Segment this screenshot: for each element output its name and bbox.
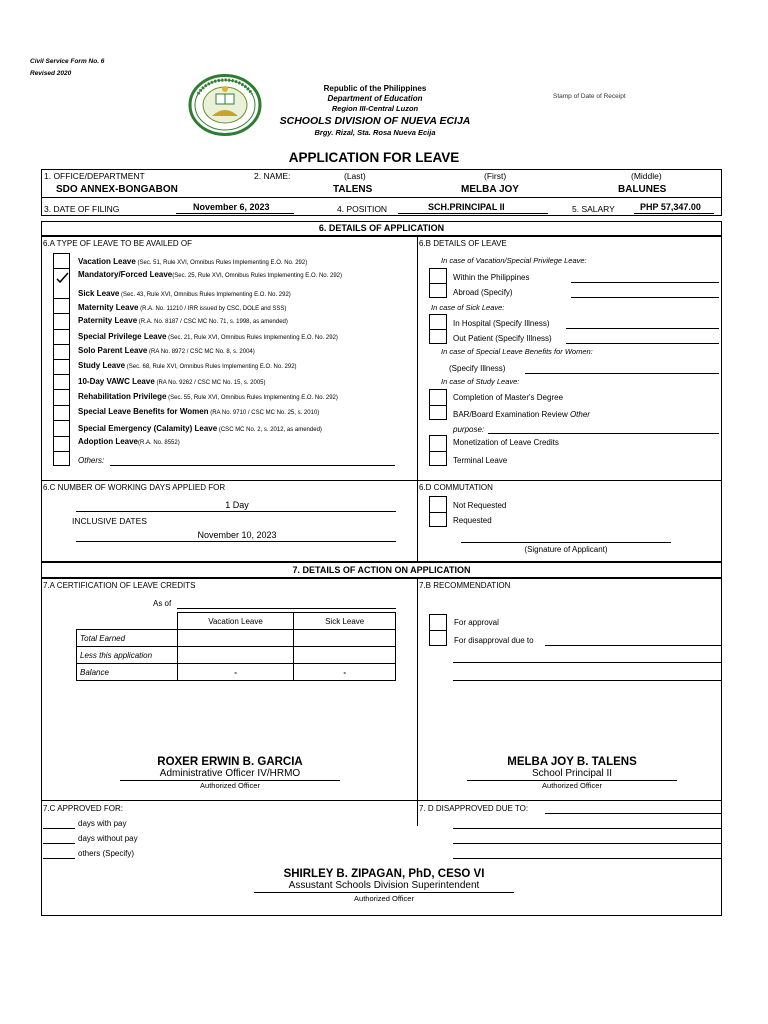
study-case-label: In case of Study Leave: [441,377,520,386]
middle-name-label: (Middle) [631,171,662,181]
commutation-label: 6.D COMMUTATION [419,483,493,492]
terminal-leave-label: Terminal Leave [453,456,508,465]
leave-option: Special Leave Benefits for Women (RA No. 9710 / CSC MC No. 25, s. 2010) [78,407,320,416]
sick-leave-header: Sick Leave [294,613,396,630]
hrmo-role: Authorized Officer [200,781,260,790]
working-days-label: 6.C NUMBER OF WORKING DAYS APPLIED FOR [43,483,226,492]
filing-date-label: 3. DATE OF FILING [44,204,120,214]
office-label: 1. OFFICE/DEPARTMENT [44,171,145,181]
balance-label: Balance [77,664,178,681]
mandatory-leave-checkbox[interactable] [53,268,70,284]
salary-label: 5. SALARY [572,204,615,214]
address-label: Brgy. Rizal, Sta. Rosa Nueva Ecija [314,128,436,137]
leave-option: Rehabilitation Privilege (Sec. 55, Rule XVI, Omnibus Rules Implementing E.O. No. 292) [78,392,338,401]
disapproved-reason-field[interactable] [545,813,721,814]
less-application-label: Less this application [77,647,178,664]
leave-option: Special Emergency (Calamity) Leave (CSC MC No. 2, s. 2012, as amended) [78,424,322,433]
others-specify-field[interactable] [43,858,75,859]
for-approval-label: For approval [454,618,499,627]
republic-label: Republic of the Philippines [323,84,427,93]
disapproval-reason-field[interactable] [545,645,721,646]
others-field[interactable] [110,465,395,466]
others-label: Others: [78,456,105,465]
vacation-leave-header: Vacation Leave [177,613,294,630]
form-number: Civil Service Form No. 6 [30,58,105,65]
balance-vacation: - [177,664,294,681]
disapproval-reason-line-2[interactable] [453,662,721,663]
total-earned-sick[interactable] [294,630,396,647]
board-review-label: BAR/Board Examination Review Other [453,410,590,419]
days-with-pay-field[interactable] [43,828,75,829]
stamp-label: Stamp of Date of Receipt [553,93,626,100]
purpose-label: purpose: [453,425,485,434]
position-label: 4. POSITION [337,204,388,214]
department-label: Department of Education [327,94,423,103]
inclusive-dates-value: November 10, 2023 [197,530,277,540]
section6-title: 6. DETAILS OF APPLICATION [318,223,445,233]
first-name-label: (First) [484,171,507,181]
disapproved-reason-line-2[interactable] [453,828,721,829]
principal-role: Authorized Officer [542,781,602,790]
form-revision: Revised 2020 [30,70,72,77]
last-name-label: (Last) [344,171,366,181]
leave-option: Special Privilege Leave (Sec. 21, Rule XVI, Omnibus Rules Implementing E.O. No. 292) [78,332,338,341]
salary-value: PHP 57,347.00 [640,202,701,212]
name-label: 2. NAME: [254,171,291,181]
total-earned-label: Total Earned [77,630,178,647]
recommendation-label: 7.B RECOMMENDATION [419,581,511,590]
outpatient-illness-field[interactable] [566,343,719,344]
leave-type-label: 6.A TYPE OF LEAVE TO BE AVAILED OF [43,239,192,248]
disapproved-reason-line-4[interactable] [453,858,721,859]
vacation-leave-checkbox[interactable] [53,253,70,269]
applicant-signature-line[interactable] [461,542,671,543]
masters-label: Completion of Master's Degree [453,393,564,402]
leave-option: Paternity Leave (R.A. No. 8187 / CSC MC No. 71, s. 1998, as amended) [78,316,288,325]
superintendent-role: Authorized Officer [354,894,414,903]
division-label: SCHOOLS DIVISION OF NUEVA ECIJA [279,115,471,127]
purpose-field[interactable] [488,433,719,434]
within-specify-field[interactable] [571,282,719,283]
leave-option: Study Leave (Sec. 68, Rule XVI, Omnibus Rules Implementing E.O. No. 292) [78,361,297,370]
approved-for-label: 7.C APPROVED FOR: [43,804,124,813]
leave-option: 10-Day VAWC Leave (RA No. 9262 / CSC MC No. 15, s. 2005) [78,377,266,386]
hrmo-name: ROXER ERWIN B. GARCIA [157,756,303,768]
region-label: Region III-Central Luzon [331,104,419,113]
hospital-illness-field[interactable] [566,328,719,329]
specify-illness-label: (Specify Illness) [449,364,506,373]
out-patient-label: Out Patient (Specify Illness) [453,334,552,343]
for-disapproval-label: For disapproval due to [454,636,534,645]
leave-option: Mandatory/Forced Leave(Sec. 25, Rule XVI, Omnibus Rules Implementing E.O. No. 292) [78,270,342,279]
deped-seal-icon [188,74,262,136]
leave-credits-table [76,612,396,681]
disapproval-reason-line-3[interactable] [453,680,721,681]
others-specify-label: others (Specify) [78,849,135,858]
balance-sick: - [294,664,396,681]
principal-name: MELBA JOY B. TALENS [507,756,637,768]
office-value: SDO ANNEX-BONGABON [56,184,178,195]
principal-position: School Principal II [531,768,613,779]
leave-option: Maternity Leave (R.A. No. 11210 / IRR issued by CSC, DOLE and SSS) [78,303,287,312]
section7-title: 7. DETAILS OF ACTION ON APPLICATION [292,565,471,575]
details-leave-label: 6.B DETAILS OF LEAVE [419,239,507,248]
working-days-value: 1 Day [225,500,249,510]
women-illness-field[interactable] [525,373,719,374]
hrmo-position: Administrative Officer IV/HRMO [159,768,301,779]
in-hospital-label: In Hospital (Specify Illness) [453,319,550,328]
within-philippines-label: Within the Philippines [453,273,530,282]
monetization-label: Monetization of Leave Credits [453,438,559,447]
as-of-field[interactable] [177,608,396,609]
days-without-pay-field[interactable] [43,843,75,844]
disapproved-reason-line-3[interactable] [453,843,721,844]
days-without-pay-label: days without pay [78,834,138,843]
less-application-sick[interactable] [294,647,396,664]
superintendent-position: Assustant Schools Division Superintendent [288,880,480,891]
total-earned-vacation[interactable] [177,630,294,647]
sick-case-label: In case of Sick Leave: [431,303,505,312]
leave-option: Solo Parent Leave (RA No. 8972 / CSC MC No. 8, s. 2004) [78,346,255,355]
abroad-specify-field[interactable] [571,297,719,298]
leave-option: Sick Leave (Sec. 43, Rule XVI, Omnibus Rules Implementing E.O. No. 292) [78,289,291,298]
position-value: SCH.PRINCIPAL II [428,202,505,212]
leave-credits-label: 7.A CERTIFICATION OF LEAVE CREDITS [43,581,196,590]
leave-option: Vacation Leave (Sec. 51, Rule XVI, Omnibus Rules Implementing E.O. No. 292) [78,257,308,266]
last-name-value: TALENS [333,184,373,195]
filing-date-value: November 6, 2023 [193,202,270,212]
women-case-label: In case of Special Leave Benefits for Women: [441,347,593,356]
checkmark-icon [54,269,70,284]
vacation-case-label: In case of Vacation/Special Privilege Leave: [441,256,587,265]
disapproved-label: 7. D DISAPPROVED DUE TO: [419,804,529,813]
applicant-signature-label: (Signature of Applicant) [524,545,608,554]
middle-name-value: BALUNES [618,184,667,195]
days-with-pay-label: days with pay [78,819,127,828]
inclusive-dates-label: INCLUSIVE DATES [72,516,147,526]
superintendent-name: SHIRLEY B. ZIPAGAN, PhD, CESO VI [283,868,485,880]
form-title: APPLICATION FOR LEAVE [288,150,460,165]
less-application-vacation[interactable] [177,647,294,664]
first-name-value: MELBA JOY [461,184,519,195]
as-of-label: As of [153,599,172,608]
not-requested-label: Not Requested [453,501,507,510]
requested-label: Requested [453,516,492,525]
leave-option: Adoption Leave(R.A. No. 8552) [78,437,180,446]
abroad-label: Abroad (Specify) [453,288,513,297]
